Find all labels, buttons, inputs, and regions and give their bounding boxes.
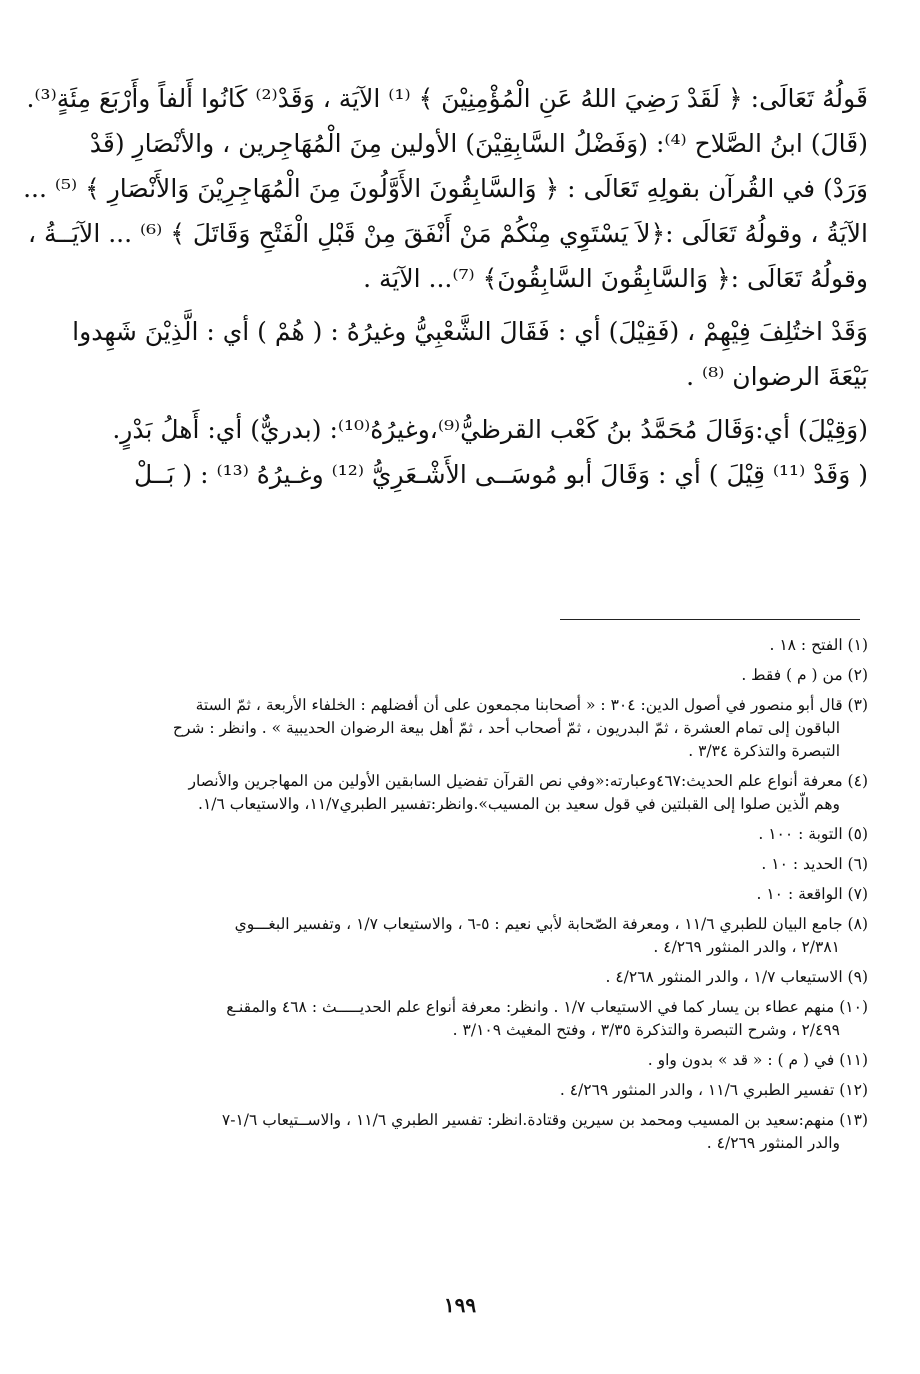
footnote-line: (١٠) منهم عطاء بن يسار كما في الاستيعاب ١/٧ . وانظر: معرفة أنواع علم الحديـــــث : ٤٦٨ والمقنـع [226,998,868,1016]
footnote-line: (٤) معرفة أنواع علم الحديث:٤٦٧وعبارته:«وفي نص القرآن تفضيل السابقين الأولين من المهاجرين والأنصار [188,772,868,790]
footnote-line: (٧) الواقعة : ١٠ . [756,885,868,903]
footnote-2 [52,664,868,687]
main-text-line: قَولُهُ تَعَالَى: ﴿ لَقَدْ رَضِيَ اللهُ عَنِ الْمُؤْمِنِيْنَ ﴾ ⁽¹⁾ الآيَة ، وَقَدْ⁽²⁾ كَانُوا أَلفاً وأَرْبَعَ مِئَةٍ⁽³⁾. [26,84,868,113]
footnote-line: والدر المنثور ٤/٢٦٩ . [706,1134,840,1152]
footnote-line: وهم الّذين صلوا إلى القبلتين في قول سعيد بن المسيب».وانظر:تفسير الطبري١١/٧، والاستيعاب ١/٦. [198,795,840,813]
footnote-separator [560,619,860,620]
footnote-line: (١٣) منهم:سعيد بن المسيب ومحمد بن سيرين وقتادة.انظر: تفسير الطبري ١١/٦ ، والاســتيعاب ١/٦-٧ [221,1111,868,1129]
footnote-line: (٦) الحديد : ١٠ . [761,855,868,873]
main-text-line: الآيَةُ ، وقولُهُ تَعَالَى :﴿لاَ يَسْتَوِي مِنْكُمْ مَنْ أَنْفَقَ مِنْ قَبْلِ الْفَتْحِ وَقَاتَلَ ﴾ ⁽⁶⁾ ... الآيَــةُ ، [28,219,868,248]
footnote-line: (٢) من ( م ) فقط . [741,666,868,684]
footnote-12 [52,1079,868,1102]
footnote-5 [52,823,868,846]
page-number: ١٩٩ [443,1293,477,1317]
footnote-line: (١٢) تفسير الطبري ١١/٦ ، والدر المنثور ٤/٢٦٩ . [559,1081,868,1099]
footnote-1 [52,634,868,657]
footnotes-block [52,634,868,1162]
main-text-line: وَقَدْ اختُلِفَ فِيْهِمْ ، (فَقِيْلَ) أي : فَقَالَ الشَّعْبِيُّ وغيرُهُ : ( هُمْ ) أي : الَّذِيْنَ شَهِدوا [72,317,868,346]
footnote-11 [52,1049,868,1072]
footnote-3 [52,694,868,763]
footnote-9 [52,966,868,989]
footnote-line: (٣) قال أبو منصور في أصول الدين: ٣٠٤ : « أصحابنا مجمعون على أن أفضلهم : الخلفاء الأربعة ، ثمّ الستة [195,696,868,714]
footnote-line: ٢/٤٩٩ ، وشرح التبصرة والتذكرة ٣/٣٥ ، وفتح المغيث ٣/١٠٩ . [452,1021,840,1039]
footnote-10 [52,996,868,1042]
footnote-line: (١١) في ( م ) : « قد » بدون واو . [647,1051,868,1069]
footnote-line: ٢/٣٨١ ، والدر المنثور ٤/٢٦٩ . [653,938,840,956]
footnote-line: الباقون إلى تمام العشرة ، ثمّ البدريون ، ثمّ أصحاب أحد ، ثمّ أهل بيعة الرضوان الحديبية » . وانظر : شرح [172,719,840,737]
footnote-line: (٥) التوبة : ١٠٠ . [758,825,868,843]
main-text-line: (وَقِيْلَ) أي:وَقَالَ مُحَمَّدُ بنُ كَعْب القرظيُّ⁽⁹⁾،وغيرُهُ⁽¹⁰⁾: (بدريٌّ) أي: أَهلُ بَدْرٍ. [112,415,868,444]
footnote-line: (٩) الاستيعاب ١/٧ ، والدر المنثور ٤/٢٦٨ . [605,968,868,986]
footnote-line: التبصرة والتذكرة ٣/٣٤ . [688,742,840,760]
main-text-line: بَيْعَةَ الرضوان ⁽⁸⁾ . [686,362,868,391]
footnote-line: (٨) جامع البيان للطبري ١١/٦ ، ومعرفة الصّحابة لأبي نعيم : ٥-٦ ، والاستيعاب ١/٧ ، وتفسير البغـــوي [234,915,868,933]
footnote-4 [52,770,868,816]
footnote-8 [52,913,868,959]
footnote-7 [52,883,868,906]
main-text-line: وَرَدْ) في القُرآن بقولِهِ تَعَالَى : ﴿ وَالسَّابِقُونَ الأَوَّلُونَ مِنَ الْمُهَاجِرِيْنَ وَالأَنْصَارِ ﴾ ⁽⁵⁾ ... [23,174,868,203]
footnote-13 [52,1109,868,1155]
main-text-line: وقولُهُ تَعَالَى :﴿ وَالسَّابِقُونَ السَّابِقُونَ﴾ ⁽⁷⁾... الآيَة . [363,264,868,293]
main-text-line: ( وَقَدْ ⁽¹¹⁾ قِيْلَ ) أي : وَقَالَ أبو مُوسَــى الأَشْـعَرِيُّ ⁽¹²⁾ وغـيرُهُ ⁽¹³⁾ : ( بَــلْ [133,460,868,489]
footnote-6 [52,853,868,876]
main-text-line: (قَالَ) ابنُ الصَّلاح ⁽⁴⁾: (وَفَضْلُ السَّابِقِيْنَ) الأولين مِنَ الْمُهَاجِرين ، والأنْصَارِ (قَدْ [89,129,868,158]
footnote-line: (١) الفتح : ١٨ . [769,636,868,654]
main-text-block [23,76,868,497]
